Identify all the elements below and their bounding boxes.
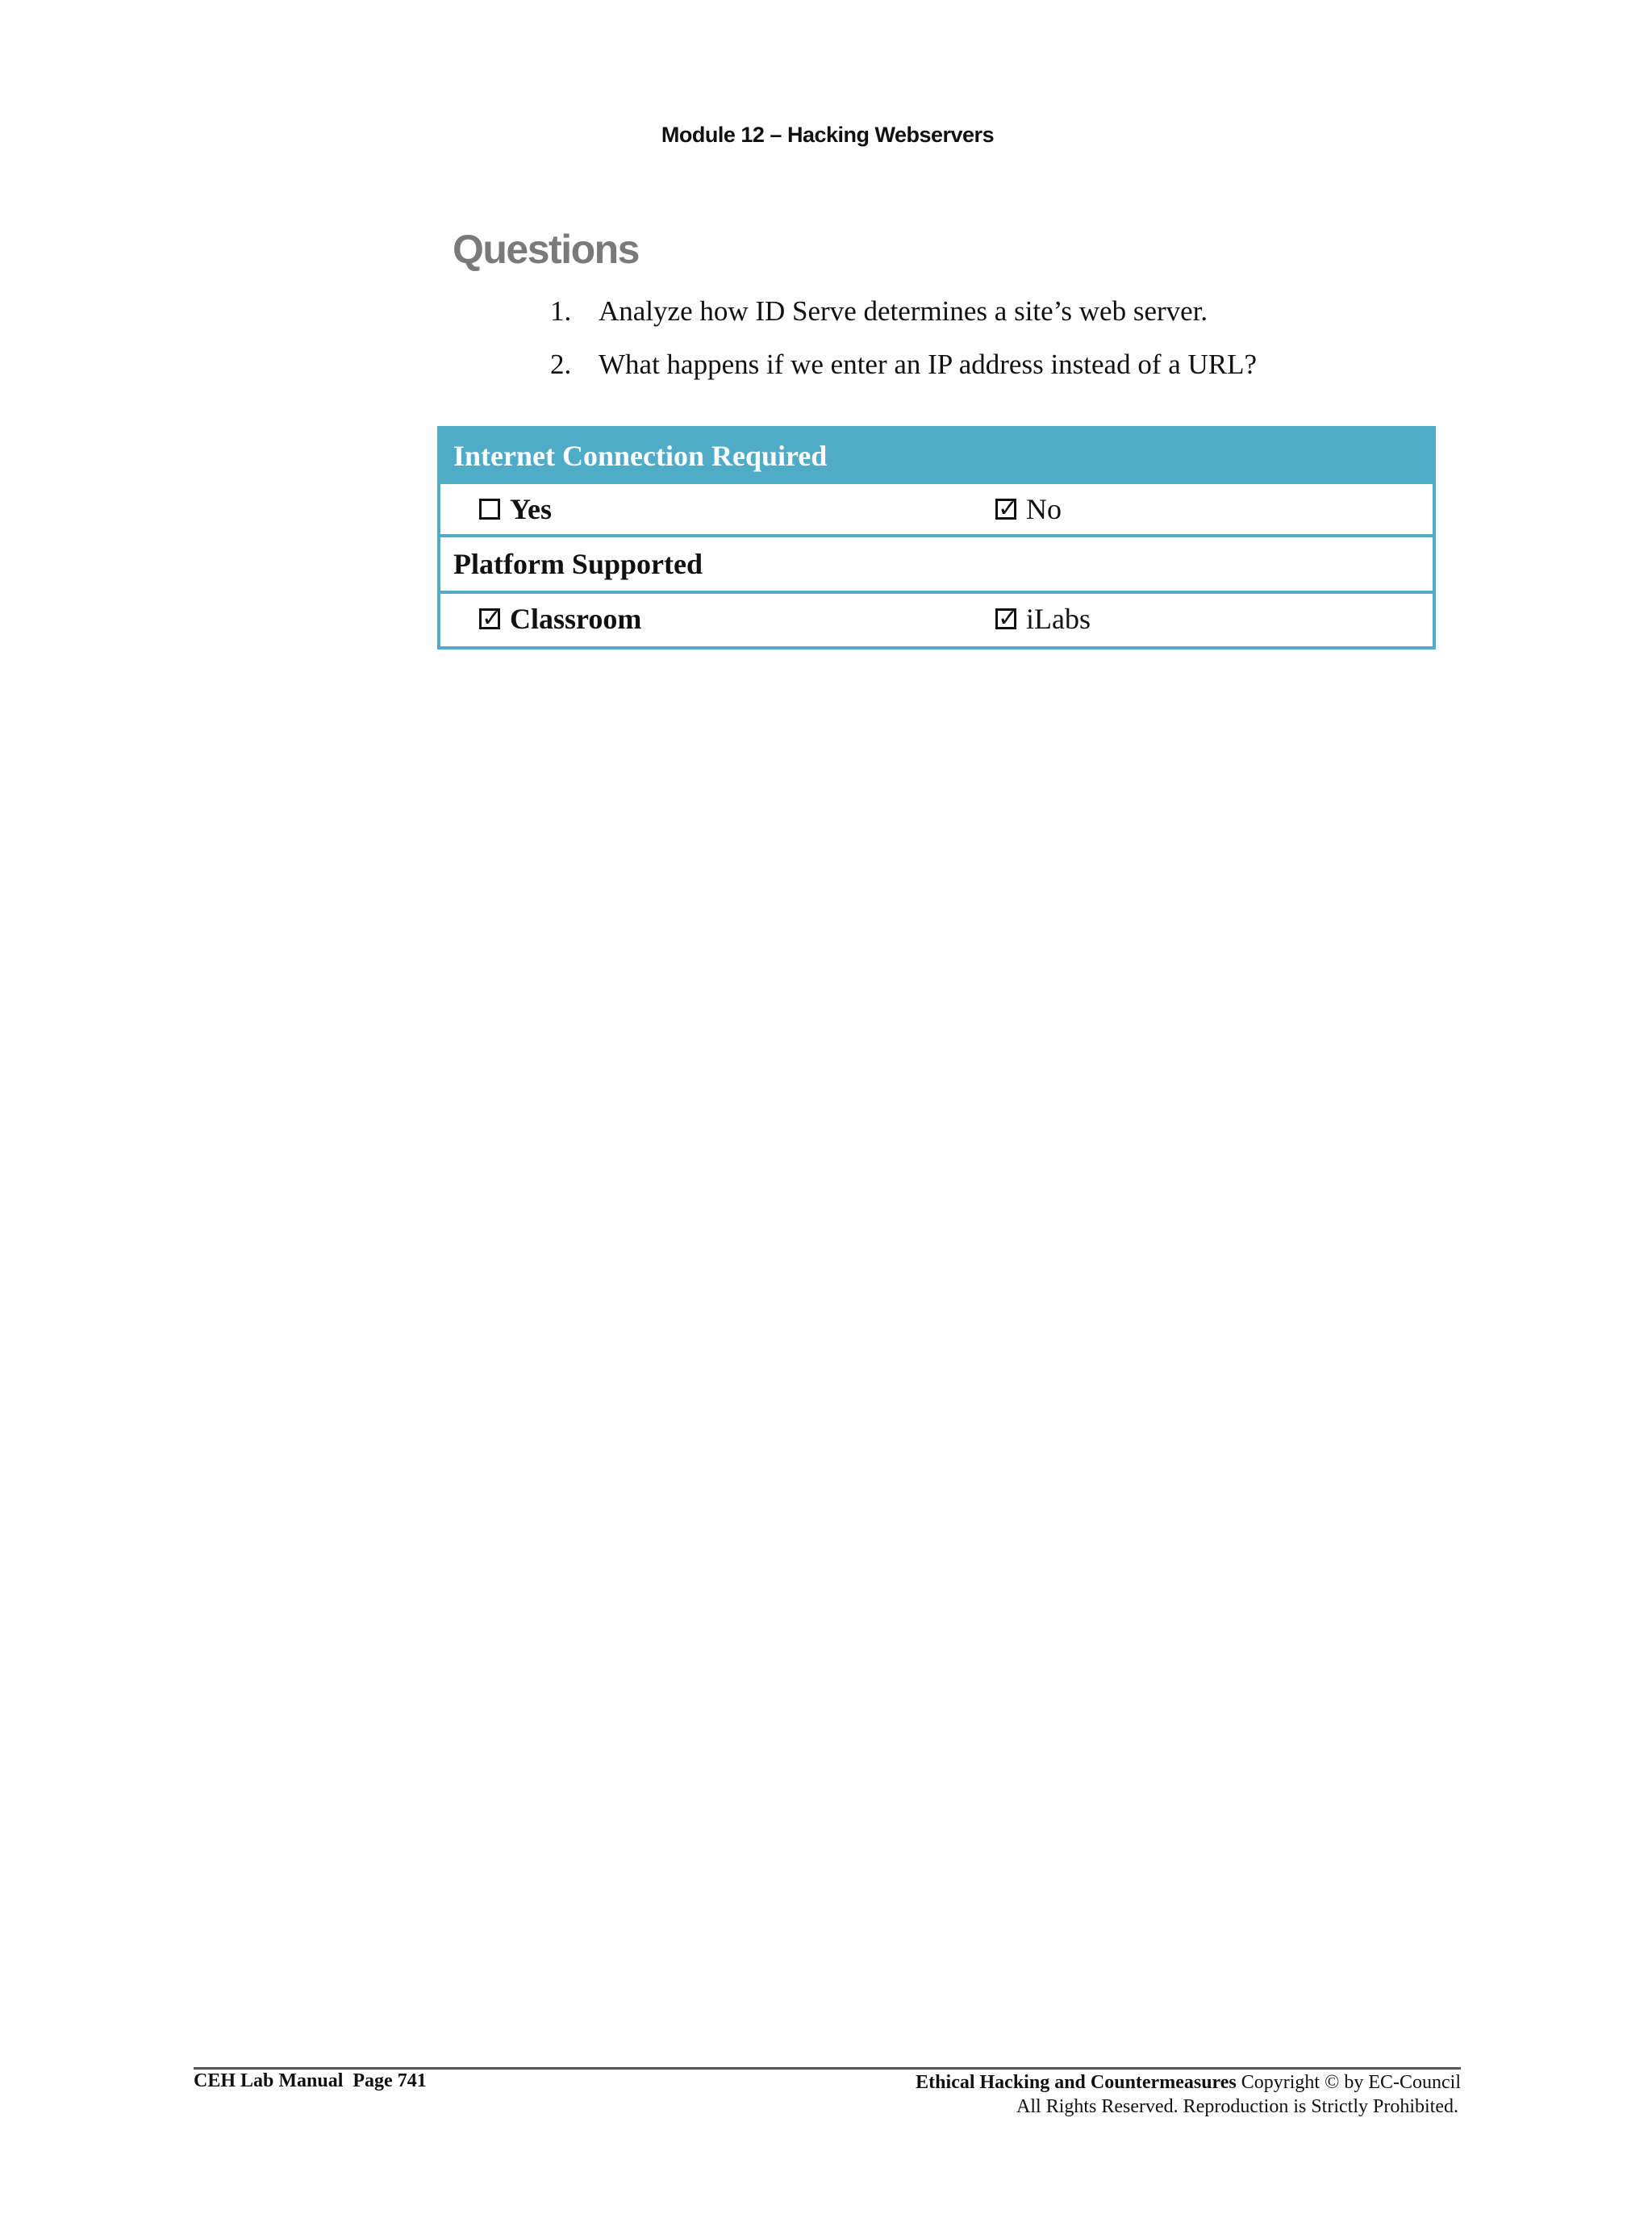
option-label: Yes <box>510 493 552 525</box>
option-label: Classroom <box>510 603 642 635</box>
question-item <box>550 349 1257 381</box>
question-number: 1. <box>550 295 572 327</box>
checkbox-unchecked-icon <box>479 499 500 520</box>
option-label: iLabs <box>1026 603 1091 635</box>
requirements-table <box>437 426 1436 650</box>
option-yes <box>479 492 552 526</box>
option-classroom <box>479 602 641 636</box>
option-label: No <box>1026 493 1062 525</box>
checkbox-checked-icon: ✓ <box>479 608 500 629</box>
checkbox-checked-icon: ✓ <box>995 499 1016 520</box>
footer-copyright-text: Copyright © by EC-Council <box>1236 2072 1461 2093</box>
module-header: Module 12 – Hacking Webservers <box>661 123 995 147</box>
footer-book-title: Ethical Hacking and Countermeasures <box>916 2072 1237 2093</box>
question-text: Analyze how ID Serve determines a site’s web server. <box>599 295 1208 327</box>
footer-page-label: CEH Lab Manual Page 741 <box>194 2070 427 2091</box>
question-text: What happens if we enter an IP address instead of a URL? <box>599 349 1258 380</box>
internet-connection-heading: Internet Connection Required <box>440 429 1433 484</box>
checkbox-checked-icon: ✓ <box>995 608 1016 629</box>
footer-rights: All Rights Reserved. Reproduction is Strictly Prohibited. <box>1016 2096 1458 2117</box>
platform-supported-heading: Platform Supported <box>440 537 1433 594</box>
question-number: 2. <box>550 349 572 380</box>
platform-options-row <box>440 594 1433 650</box>
questions-heading: Questions <box>453 227 639 272</box>
footer-copyright <box>916 2072 1461 2094</box>
internet-options-row <box>440 484 1433 537</box>
footer-divider <box>194 2067 1461 2070</box>
option-no <box>995 492 1062 526</box>
question-item <box>550 295 1208 328</box>
option-ilabs <box>995 602 1091 636</box>
